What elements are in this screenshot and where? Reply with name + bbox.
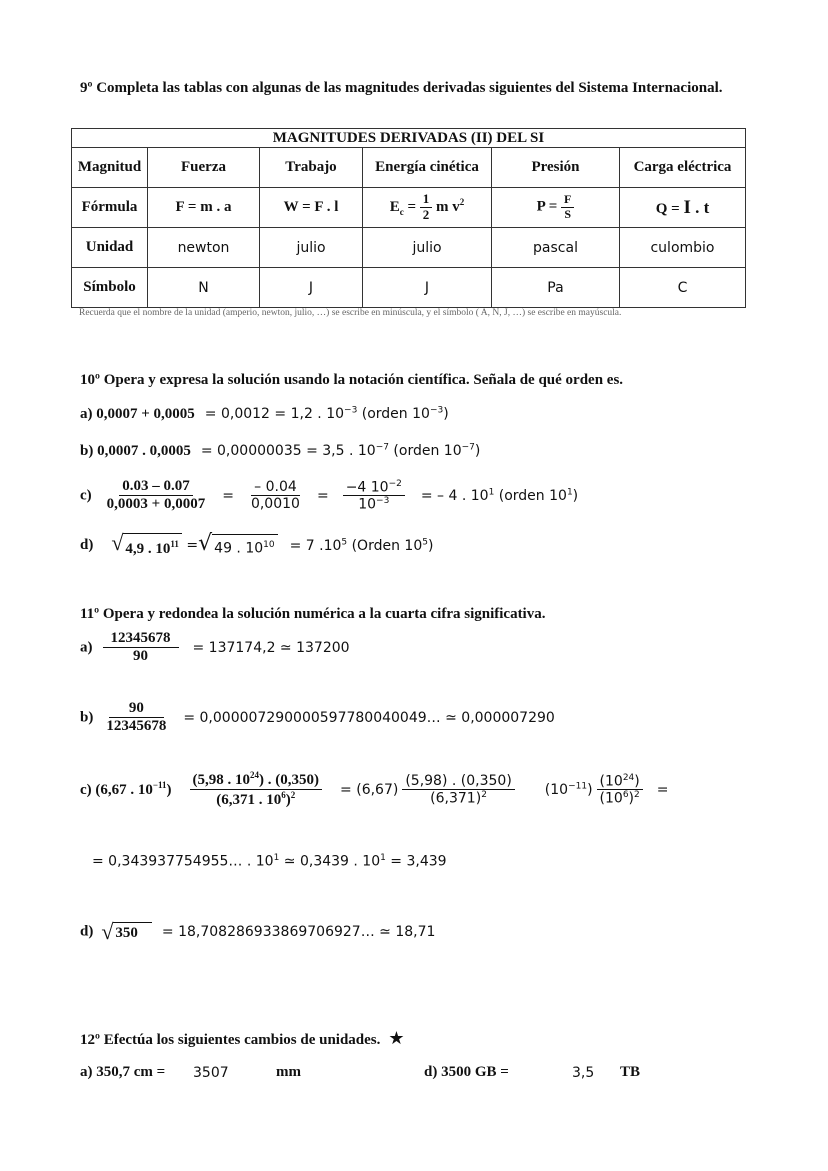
q10-d: d) √ 4,9 . $10^{11}$ = √ 49 . $10^{10}$ = 7 $.10^5$ (Orden $10^5$) (80, 530, 434, 557)
row-header-formula: Fórmula (72, 188, 148, 228)
simbolo-energia: J (363, 268, 492, 308)
magnitud-presion: Presión (492, 148, 620, 188)
row-header-magnitud: Magnitud (72, 148, 148, 188)
q12-d-label: d) 3500 GB = (424, 1064, 509, 1080)
simbolo-fuerza: N (148, 268, 260, 308)
derived-magnitudes-table (71, 128, 746, 308)
q11-c-result: = 0,343937754955… . $10^1$ ≃ 0,3439 . $10^1 = 3,439$ (92, 853, 447, 870)
unidad-presion: pascal (492, 228, 620, 268)
q12-a-value: 3507 (193, 1065, 229, 1081)
q11-b: b) $\frac{90}{12345678}$ = 0,000007290000597780040049… ≃ 0,000007290 (80, 700, 555, 735)
row-header-simbolo: Símbolo (72, 268, 148, 308)
sqrt-icon: √ (101, 919, 114, 944)
formula-carga: Q = I . t (620, 188, 746, 228)
star-icon: ★ (388, 1028, 405, 1049)
magnitud-fuerza: Fuerza (148, 148, 260, 188)
q11-title: 11º Opera y redondea la solución numérica a la cuarta cifra significativa. (80, 606, 546, 622)
formula-fuerza: F = m . a (148, 188, 260, 228)
unidad-trabajo: julio (260, 228, 363, 268)
simbolo-presion: Pa (492, 268, 620, 308)
q12-title: 12º Efectúa los siguientes cambios de unidades. ★ (80, 1028, 405, 1049)
formula-presion: P = $\frac{F}{S}$ (492, 188, 620, 228)
q10-a: a) 0,0007 + 0,0005 = 0,0012 = 1,2 . $10^{-3}$ (orden $10^{-3}$) (80, 405, 449, 422)
q12-d-unit: TB (620, 1064, 641, 1080)
simbolo-carga: C (620, 268, 746, 308)
row-header-unidad: Unidad (72, 228, 148, 268)
q12-a-label: a) 350,7 cm = (80, 1064, 166, 1080)
formula-trabajo: W = F . l (260, 188, 363, 228)
q11-d: d) √ 350 = 18,708286933869706927… ≃ 18,71 (80, 919, 436, 944)
formula-energia: $E_c$ = $\frac{1}{2}$ m $v^2$ (363, 188, 492, 228)
q11-c: c) (6,67 . $10^{-11}$) $\frac{(5,98 . 10^{24}) . (0,350)}{(6,371 . 10^6)^2}$ = (6,67) $\frac{(5,98) . (0,350)}{(6,371)^2}$ $(10^{-11})$ $\frac{(10^{24})}{(10^6)^2}$ = (80, 770, 669, 809)
unidad-fuerza: newton (148, 228, 260, 268)
q12-a-unit: mm (276, 1064, 301, 1080)
table-title: MAGNITUDES DERIVADAS (II) DEL SI (72, 129, 746, 148)
q12-d-value: 3,5 (572, 1065, 595, 1081)
sqrt-icon: √ (111, 530, 124, 555)
q10-b: b) 0,0007 . 0,0005 = 0,00000035 = 3,5 . $10^{-7}$ (orden $10^{-7}$) (80, 442, 481, 459)
q11-a: a) $\frac{12345678}{90}$ = 137174,2 ≃ 137200 (80, 630, 350, 665)
unidad-energia: julio (363, 228, 492, 268)
table-note: Recuerda que el nombre de la unidad (amperio, newton, julio, …) se escribe en minúscula, y el símbolo ( A, N, J, …) se escribe en mayúscula. (79, 308, 622, 318)
unidad-carga: culombio (620, 228, 746, 268)
q10-title: 10º Opera y expresa la solución usando la notación científica. Señala de qué orden es. (80, 372, 624, 388)
q10-c: c) $\frac{0.03 - 0.07}{0,0003 + 0,0007}$ = $\frac{- 0.04}{0,0010}$ = $\frac{-4 10^{-2}}{10^{-3}}$ = – 4 . $10^1$ (orden $10^1$) (80, 478, 579, 513)
magnitud-trabajo: Trabajo (260, 148, 363, 188)
simbolo-trabajo: J (260, 268, 363, 308)
magnitud-energia: Energía cinética (363, 148, 492, 188)
magnitud-carga: Carga eléctrica (620, 148, 746, 188)
sqrt-icon: √ (198, 530, 213, 556)
q9-title: 9º Completa las tablas con algunas de las magnitudes derivadas siguientes del Sistema Internacional. (80, 80, 723, 96)
